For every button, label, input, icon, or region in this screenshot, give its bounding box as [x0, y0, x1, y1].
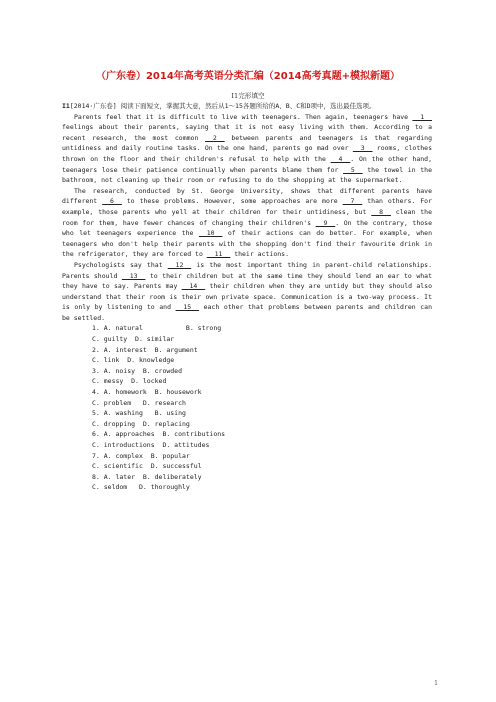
option-line: C. messy D. locked: [92, 377, 167, 386]
text-run: to their children but at the same time they should lend an ear to what they have to say. Parents may: [62, 271, 432, 291]
blank-4: __4__: [330, 154, 351, 163]
option-line: 5. A. washing B. using: [92, 409, 186, 418]
blank-13: __13__: [121, 271, 146, 280]
blank-5: __5__: [343, 165, 363, 174]
blank-11: __11__: [206, 250, 231, 259]
option-line: C. problem D. research: [92, 398, 186, 407]
option-line: 3. A. noisy B. crowded: [92, 366, 183, 375]
option-line: C. seldom D. thoroughly: [92, 483, 190, 492]
text-run: than others. For example, those parents who yell at their children for their untidiness, but: [62, 197, 432, 216]
text-run: to these problems. However, some approaches are more: [121, 197, 343, 206]
text-run: . On the contrary, those who let teenagers experience the: [62, 218, 432, 238]
option-line: C. guilty D. similar: [92, 335, 175, 344]
option-line: 7. A. complex B. popular: [92, 451, 190, 460]
blank-2: __2__: [205, 133, 225, 142]
text-run: the towel in the bathroom, not cleaning up their room or refusing to do the shopping at the supermarket.: [62, 165, 432, 185]
text-run: between parents and teenagers is that regarding untidiness and daily routine tasks. On the one hand, parents go mad over: [62, 133, 433, 153]
paragraph-2: [62, 186, 432, 260]
text-run: Parents feel that it is difficult to live with teenagers. Then again, teenagers have: [74, 112, 413, 121]
option-line: 1. A. natural B. strong: [92, 324, 222, 333]
paragraph-3: [62, 260, 432, 324]
text-run: feelings about their parents, saying that it is not easy living with them. According to a recent research, the most common: [62, 123, 432, 142]
text-run: . On the other hand, teenagers lose their patience continually when parents blame them for: [62, 154, 432, 174]
instructions: [62, 101, 432, 112]
options-list: [92, 323, 432, 493]
section-heading: I1完形填空: [231, 92, 265, 100]
text-run: clean the room for them, have fewer chances of changing their children's: [62, 207, 432, 227]
page-title: （广东卷）2014年高考英语分类汇编（2014高考真题+模拟新题）: [95, 71, 401, 82]
blank-8: __8__: [371, 207, 391, 216]
option-line: C. dropping D. replacing: [92, 419, 190, 428]
text-run: rooms, clothes thrown on the floor and their children's refusal to help with the: [62, 144, 432, 163]
blank-10: __10__: [198, 229, 223, 238]
blank-1: __1__: [412, 112, 432, 121]
option-line: 8. A. later B. deliberately: [92, 472, 202, 481]
page-number: 1: [434, 680, 438, 687]
option-line: C. scientific D. successful: [92, 462, 202, 471]
blank-9: __9__: [315, 218, 336, 227]
blank-15: __15__: [175, 303, 200, 312]
text-run: is the most important thing in parent-child relationships. Parents should: [62, 260, 432, 280]
text-run: Psychologists say that: [74, 260, 168, 269]
option-line: 2. A. interest B. argument: [92, 345, 198, 354]
blank-7: __7__: [342, 197, 363, 206]
blank-3: __3__: [352, 144, 373, 153]
text-run: The research, conducted by St. George University, shows that different parents have different: [62, 186, 432, 206]
text-run: their children when they are untidy but they should also understand that their room is their own private space. Communication is a two-way process. It is only by listening to and: [62, 282, 432, 312]
option-line: 6. A. approaches B. contributions: [92, 430, 226, 439]
option-line: 4. A. homework B. housework: [92, 388, 202, 397]
text-run: of their actions can do better. For example, when teenagers who don't help their parents with the shopping don't find their favourite drink in the refrigerator, they are forced to: [62, 229, 433, 259]
paragraph-1: [62, 112, 432, 186]
blank-12: __12__: [167, 260, 192, 269]
blank-6: __6__: [102, 197, 122, 206]
option-line: C. introductions D. attitudes: [92, 441, 210, 449]
instructions-text: [2014·广东卷] 阅读下面短文，掌握其大意，然后从1～15各题所给的A、B、C和D项中，选出最佳选项。: [69, 102, 376, 110]
question-id: I1: [62, 102, 70, 110]
text-run: each other that problems between parents and children can be settled.: [62, 303, 432, 322]
blank-14: __14__: [181, 282, 206, 291]
option-line: C. link D. knowledge: [92, 356, 175, 365]
text-run: their actions.: [230, 250, 289, 259]
document-body: [62, 101, 432, 493]
